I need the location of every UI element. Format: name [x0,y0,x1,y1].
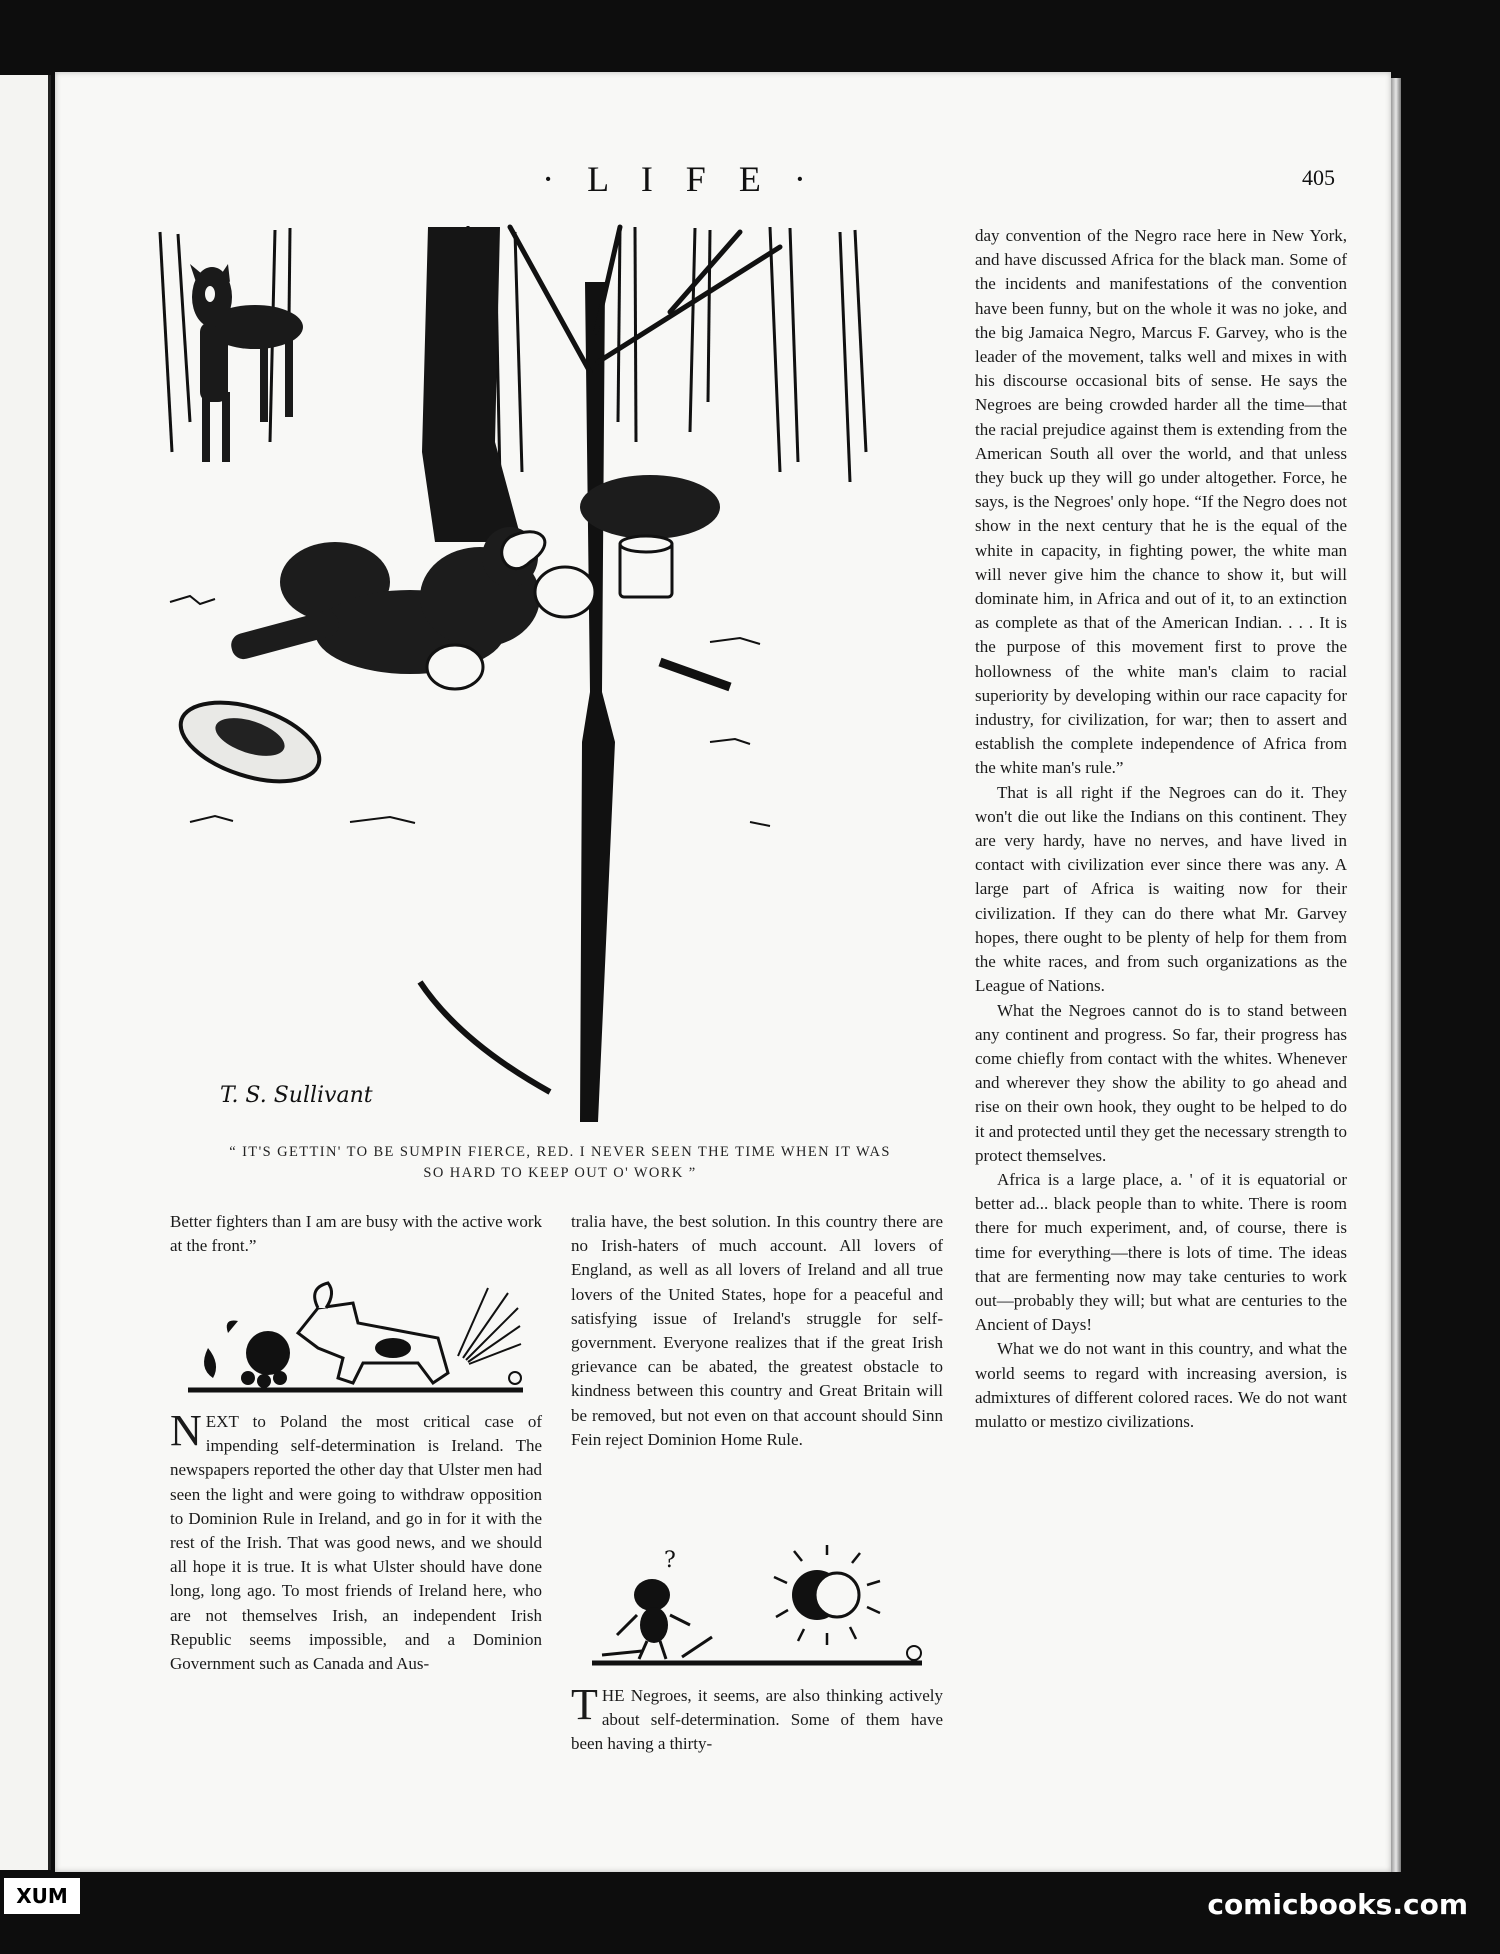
svg-text:?: ? [664,1548,676,1573]
paragraph: HE Negroes, it seems, are also thinking actively about self-determination. Some of them have been having a thirty- [571,1686,943,1754]
artist-signature: T. S. Sullivant [220,1083,373,1108]
caption-line-1: “ IT'S GETTIN' TO BE SUMPIN FIERCE, RED. I NEVER SEEN THE TIME WHEN IT WAS [229,1144,891,1160]
paragraph: That is all right if the Negroes can do it. They won't die out like the Indians on this continent. They are very hardy, have no nerves, and have lived in contact with civilization ever since there was any. A large part of Africa is waiting now for their civilization. If they can do there what Mr. Garvey hopes, there ought to be plenty of help for them from the white races, and from such organizations as the League of Nations. [975,782,1347,996]
column-3 [975,224,1347,1434]
column-2-intro [571,1210,943,1452]
page-stack-edge [1391,78,1401,1872]
archive-tag: XUM [4,1878,80,1914]
caption-line-2: SO HARD TO KEEP OUT O' WORK ” [423,1165,697,1181]
paragraph: EXT to Poland the most critical case of impending self-determination is Ireland. The newspapers reported the other day that Ulster men had seen the light and were going to withdraw opposition to Dominion Rule in Ireland, and go in for it with the rest of the Irish. That was good news, and we should all hope it is true. It is what Ulster should have done long, long ago. To most friends of Ireland here, who are not themselves Irish, an independent Irish Republic seems impossible, and a Dominion Government such as Canada and Aus- [170,1412,542,1674]
watermark: comicbooks.com [1207,1888,1468,1921]
column-1-intro [170,1210,542,1258]
masthead: · L I F E · [542,159,818,199]
drop-cap: N [170,1406,202,1455]
drop-cap: T [571,1680,598,1729]
page-number: 405 [1302,165,1335,190]
paragraph: What we do not want in this country, and what the world seems to regard with increasing aversion, is admixtures of different colored races. We do not want mulatto or mestizo civilizations. [975,1339,1347,1431]
paragraph: Africa is a large place, a. ' of it is equatorial or better ad... black people than to white. There is room there for much experiment, and, of course, there is time for everything—there is lots of time. The ideas that are fermenting now may take centuries to work out—probably they will; but what are centuries to the Ancient of Days! [975,1169,1347,1335]
cartoon-illustration [150,222,940,1132]
column-1-body [170,1406,542,1676]
cartoon-caption [190,1142,930,1184]
dog-and-cat-decoration [188,1278,528,1398]
paragraph: tralia have, the best solution. In this country there are no Irish-haters of much account. All lovers of England, as well as all lovers of Ireland and all true lovers of the United States, hope for a peaceful and satisfying issue of Ireland's struggle for self-government. Everyone realizes that if the great Irish grievance can be abated, the greatest obstacle to kindness between this country and Great Britain will be removed, but not even on that account should Sinn Fein reject Dominion Home Rule. [571,1212,943,1449]
column-2-body [571,1680,943,1757]
facing-page-edge [0,75,51,1870]
paragraph: Better fighters than I am are busy with the active work at the front.” [170,1212,542,1256]
paragraph: day convention of the Negro race here in New York, and have discussed Africa for the black man. Some of the incidents and manifestations of the convention have been funny, but on the whole it was no joke, and the big Jamaica Negro, Marcus F. Garvey, who is the leader of the movement, talks well and mixes in with his discourse occasional bits of sense. He says the Negroes are being crowded harder all the time—that the racial prejudice against them is extending from the American South all over the world, and that unless they buck up they will go under altogether. Force, he says, is the Negroes' only hope. “If the Negro does not show in the next century that he is the equal of the white in capacity, in fighting power, the white man will never give him the chance to show it, but will dominate him, in Africa and out of it, to an extinction as complete as that of the American Indian. . . . It is the purpose of this movement first to prove the hollowness of the white man's claim to racial superiority by developing within our race capacity for industry, for civilization, for war; then to assert and establish the complete independence of Africa from the white man's rule.” [975,226,1347,778]
paragraph: What the Negroes cannot do is to stand between any continent and progress. So far, their progress has come chiefly from contact with the whites. Whenever and wherever they show the ability to go ahead and rise on their own hook, they ought to be helped to do it and protected until they get the necessary strength to protect themselves. [975,1000,1347,1165]
figure-and-sun-decoration [592,1545,927,1670]
